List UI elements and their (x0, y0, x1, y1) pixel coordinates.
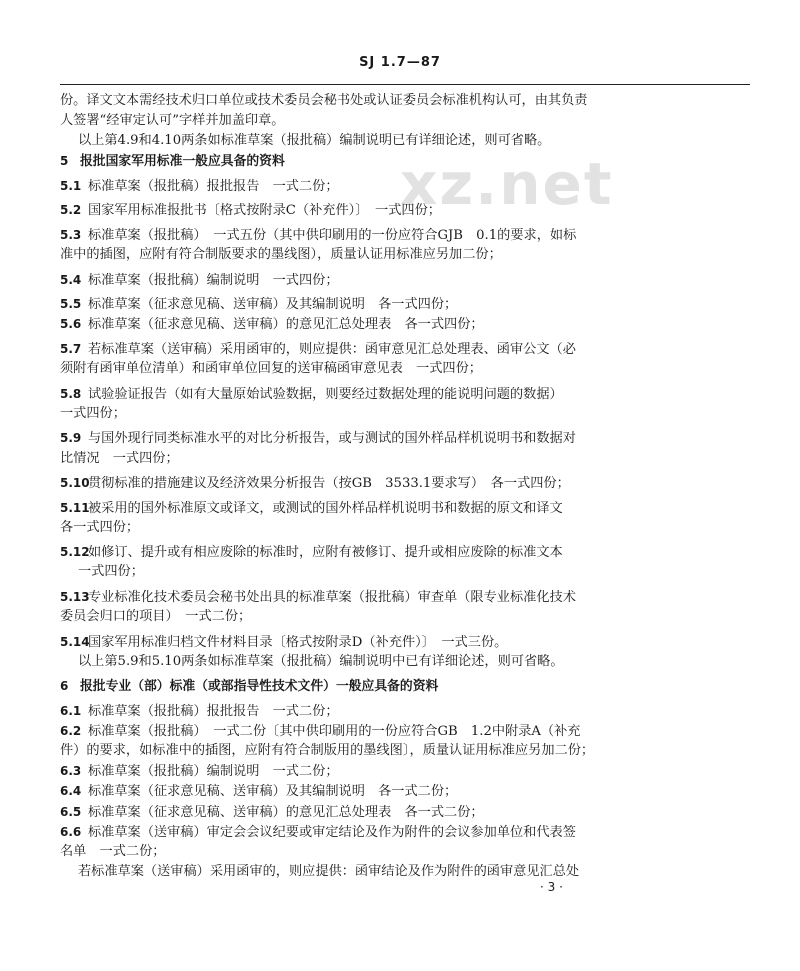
clause-line: 6.1 标准草案（报批稿）报批报告 一式二份； (60, 701, 752, 721)
clause-line: 5.9 与国外现行同类标准水平的对比分析报告，或与测试的国外样品样机说明书和数据对 (60, 428, 752, 448)
clause-line: 5.6 标准草案（征求意见稿、送审稿）的意见汇总处理表 各一式四份； (60, 314, 752, 334)
clause-line: 5.14国家军用标准归档文件材料目录〔格式按附录D（补充件）〕 一式三份。 (60, 632, 752, 652)
clause-line: 5.7 若标准草案（送审稿）采用函审的，则应提供：函审意见汇总处理表、函审公文（必 (60, 339, 752, 359)
text-line: 一式四份； (60, 405, 126, 421)
clause-line: 5.5 标准草案（征求意见稿、送审稿）及其编制说明 各一式四份； (60, 294, 752, 314)
page-number: · 3 · (540, 880, 563, 894)
clause-line: 6.3 标准草案（报批稿）编制说明 一式二份； (60, 761, 752, 781)
text-line: 以上第5.9和5.10两条如标准草案（报批稿）编制说明中已有详细论述，则可省略。 (78, 653, 564, 669)
clause-number: 6.4 (60, 784, 82, 799)
clause-line: 5.8 试验验证报告（如有大量原始试验数据，则要经过数据处理的能说明问题的数据） (60, 384, 752, 404)
text-line: 须附有函审单位清单）和函审单位回复的送审稿函审意见表 一式四份； (60, 361, 482, 377)
clause-number: 5.13 (60, 590, 90, 605)
text-line: 件）的要求，如标准中的插图，应附有符合制版用的墨线图〕，质量认证用标准应另加二份； (60, 743, 595, 759)
text-line: 名单 一式二份； (60, 843, 166, 859)
clause-number: 6.1 (60, 704, 82, 719)
clause-number: 5.14 (60, 634, 90, 649)
clause-number: 5.2 (60, 203, 82, 218)
clause-number: 5.6 (60, 317, 82, 332)
text-line: 委员会归口的项目） 一式二份； (60, 609, 252, 625)
clause-number: 5.5 (60, 297, 82, 312)
clause-number: 5.3 (60, 228, 82, 243)
section-heading: 5 报批国家军用标准一般应具备的资料 (60, 151, 752, 171)
clause-line: 6.5 标准草案（征求意见稿、送审稿）的意见汇总处理表 各一式二份； (60, 802, 752, 822)
clause-number: 5.10 (60, 476, 90, 491)
clause-number: 5.9 (60, 431, 82, 446)
clause-number: 5.8 (60, 386, 82, 401)
clause-line: 6.6 标准草案（送审稿）审定会会议纪要或审定结论及作为附件的会议参加单位和代表签 (60, 822, 752, 842)
clause-line: 5.11被采用的国外标准原文或译文，或测试的国外样品样机说明书和数据的原文和译文 (60, 498, 752, 518)
clause-number: 5.4 (60, 272, 82, 287)
text-line: 一式四份； (78, 564, 144, 580)
section-number: 5 (60, 154, 69, 169)
clause-line: 5.10贯彻标准的措施建议及经济效果分析报告（按GB 3533.1要求写） 各一式四份； (60, 473, 752, 493)
section-heading: 6 报批专业（部）标准（或部指导性技术文件）一般应具备的资料 (60, 676, 752, 696)
clause-line: 5.2 国家军用标准报批书〔格式按附录C（补充件）〕 一式四份； (60, 200, 752, 220)
clause-number: 5.7 (60, 342, 82, 357)
clause-line: 6.4 标准草案（征求意见稿、送审稿）及其编制说明 各一式二份； (60, 781, 752, 801)
text-line: 份。译文文本需经技术归口单位或技术委员会秘书处或认证委员会标准机构认可，由其负责 (60, 93, 588, 108)
text-line: 比情况 一式四份； (60, 450, 179, 466)
clause-number: 5.12 (60, 545, 90, 560)
clause-line: 5.3 标准草案（报批稿） 一式五份（其中供印刷用的一份应符合GJB 0.1的要求，如标 (60, 225, 752, 245)
doc-header-code: SJ 1.7—87 (359, 55, 441, 70)
clause-line: 5.13专业标准化技术委员会秘书处出具的标准草案（报批稿）审查单（限专业标准化技术 (60, 587, 752, 607)
text-line: 人签署“经审定认可”字样并加盖印章。 (60, 113, 285, 129)
text-line: 若标准草案（送审稿）采用函审的，则应提供：函审结论及作为附件的函审意见汇总处 (78, 863, 580, 879)
clause-number: 6.5 (60, 804, 82, 819)
clause-line: 6.2 标准草案（报批稿） 一式二份〔其中供印刷用的一份应符合GB 1.2中附录A（补充 (60, 721, 752, 741)
clause-number: 5.11 (60, 500, 90, 515)
clause-number: 6.2 (60, 724, 82, 739)
watermark: xz.net (400, 150, 614, 218)
header-rule (60, 84, 750, 85)
clause-line: 5.12如修订、提升或有相应废除的标准时，应附有被修订、提升或相应废除的标准文本 (60, 542, 752, 562)
clause-line: 5.1 标准草案（报批稿）报批报告 一式二份； (60, 176, 752, 196)
text-line: 准中的插图，应附有符合制版要求的墨线图），质量认证用标准应另加二份； (60, 247, 502, 263)
clause-number: 6.3 (60, 764, 82, 779)
document-body (60, 91, 752, 882)
text-line: 以上第4.9和4.10两条如标准草案（报批稿）编制说明已有详细论述，则可省略。 (78, 133, 551, 149)
clause-number: 5.1 (60, 178, 82, 193)
text-line: 各一式四份； (60, 519, 140, 535)
clause-line: 5.4 标准草案（报批稿）编制说明 一式四份； (60, 270, 752, 290)
clause-number: 6.6 (60, 824, 82, 839)
section-number: 6 (60, 679, 69, 694)
